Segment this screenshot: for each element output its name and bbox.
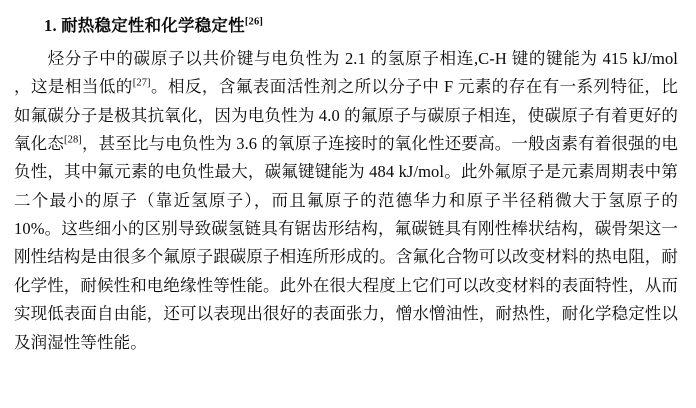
section-title: 耐热稳定性和化学稳定性: [61, 16, 245, 35]
section-number: 1.: [44, 16, 57, 35]
body-paragraph: [14, 45, 678, 357]
citation-ref-26: [26]: [244, 16, 264, 28]
citation-ref-27: [27]: [132, 77, 151, 89]
paragraph-segment-2: 。相反，含氟表面活性剂之所以分子中 F 元素的存在有一系列特征，比如氟碳分子是极其抗氧化，因为电负性为 4.0 的氟原子与碳原子相连，使碳原子有着更好的氧化态: [14, 77, 678, 153]
paragraph-segment-3: ，甚至比与电负性为 3.6 的氧原子连接时的氧化性还要高。一般卤素有着很强的电负性，其中氟元素的电负性最大，碳氟键键能为 484 kJ/mol。此外氟原子是元素周期表中第二个最小的原子（靠近氢原子），而且氟原子的范德华力和原子半径稍微大于氢原子的 10%。这些细小的区别导致碳氢链具有锯齿形结构，氟碳链具有刚性棒状结构，碳骨架这一刚性结构是由很多个氟原子跟碳原子相连所形成的。含氟化合物可以改变材料的热电阻，耐化学性，耐候性和电绝缘性等性能。此外在很大程度上它们可以改变材料的表面特性，从而实现低表面自由能，还可以表现出很好的表面张力，憎水憎油性，耐热性，耐化学稳定性以及润湿性等性能。: [14, 133, 678, 352]
citation-ref-28: [28]: [64, 134, 82, 146]
section-heading: [14, 14, 678, 39]
paragraph-segment-1: 烃分子中的碳原子以共价键与电负性为 2.1 的氢原子相连,C-H 键的键能为 415 kJ/mol ，这是相当低的: [14, 48, 678, 97]
